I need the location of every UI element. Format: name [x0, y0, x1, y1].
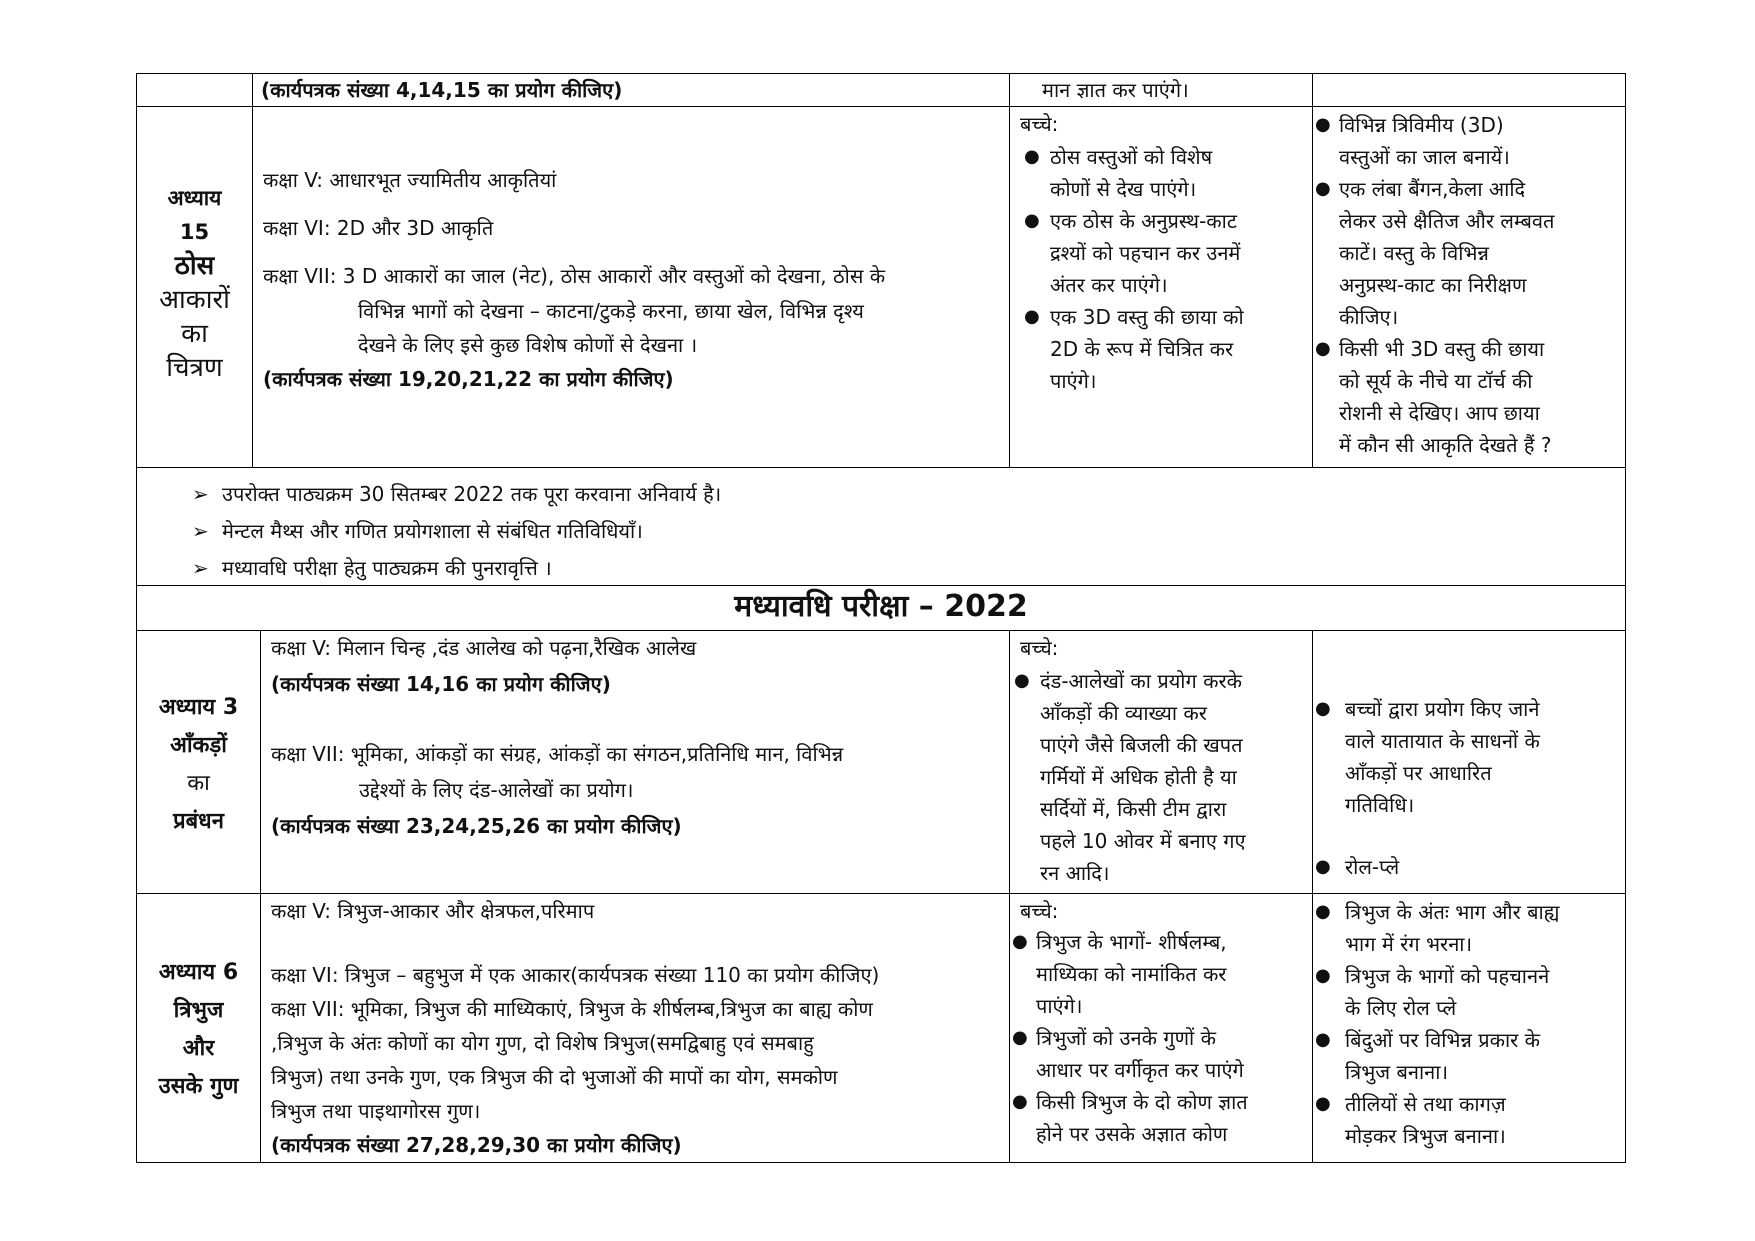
content-line: ,त्रिभुज के अंतः कोणों का योग गुण, दो विशेष त्रिभुज(समद्विबाहु एवं समबाहु: [271, 1031, 814, 1055]
arrow-icon: ➢: [192, 556, 209, 580]
chapter-cell: [137, 631, 261, 893]
content-line: कक्षा VII: 3 D आकारों का जाल (नेट), ठोस आकारों और वस्तुओं को देखना, ठोस के: [263, 264, 886, 288]
content-cell: [253, 107, 1010, 467]
worksheet-note: (कार्यपत्रक संख्या 19,20,21,22 का प्रयोग कीजिए): [263, 367, 674, 391]
list-item: ● बच्चों द्वारा प्रयोग किए जाने वाले यातायात के साधनों के आँकड़ों पर आधारित गतिविधि।: [1315, 697, 1540, 817]
list-item: ● किसी भी 3D वस्तु की छाया को सूर्य के नीचे या टॉर्च की रोशनी से देखिए। आप छाया में कौन सी आकृति देखते हैं ?: [1315, 337, 1552, 457]
content-line: कक्षा V: मिलान चिन्ह ,दंड आलेख को पढ़ना,रैखिक आलेख: [271, 636, 697, 660]
list-item: ● एक ठोस के अनुप्रस्थ-काट द्रश्यों को पहचान कर उनमें अंतर कर पाएंगे।: [1024, 209, 1241, 297]
chapter-line: त्रिभुज: [173, 998, 224, 1023]
content-cell: [261, 631, 1010, 893]
list-item: ● त्रिभुज के अंतः भाग और बाह्य भाग में रंग भरना।: [1315, 900, 1560, 956]
content-line: विभिन्न भागों को देखना – काटना/टुकड़े करना, छाया खेल, विभिन्न दृश्य: [358, 299, 864, 323]
content-line: उद्देश्यों के लिए दंड-आलेखों का प्रयोग।: [359, 778, 634, 802]
table-row-chapter-15: [136, 106, 1626, 468]
exam-banner-title: मध्यावधि परीक्षा – 2022: [734, 589, 1028, 624]
outcomes-heading: बच्चे:: [1020, 899, 1059, 923]
activities-cell: [1313, 894, 1625, 1162]
list-item: ● त्रिभुजों को उनके गुणों के आधार पर वर्गीकृत कर पाएंगे: [1012, 1026, 1244, 1082]
list-item: ● बिंदुओं पर विभिन्न प्रकार के त्रिभुज बनाना।: [1315, 1028, 1541, 1084]
chapter-line: का: [187, 771, 210, 796]
content-line: कक्षा V: आधारभूत ज्यामितीय आकृतियां: [263, 168, 557, 192]
arrow-icon: ➢: [192, 519, 209, 543]
chapter-cell: [137, 74, 253, 106]
chapter-line: प्रबंधन: [173, 809, 224, 834]
note-item: ➢ मेन्टल मैथ्स और गणित प्रयोगशाला से संबंधित गतिविधियाँ।: [192, 513, 721, 550]
outcomes-cell: [1010, 894, 1313, 1162]
content-line: देखने के लिए इसे कुछ विशेष कोणों से देखना ।: [358, 333, 698, 357]
arrow-icon: ➢: [192, 482, 209, 506]
worksheet-note: (कार्यपत्रक संख्या 27,28,29,30 का प्रयोग कीजिए): [271, 1133, 682, 1157]
content-cell: [253, 74, 1010, 106]
table-row-continuation: [136, 73, 1626, 107]
content-line: त्रिभुज तथा पाइथागोरस गुण।: [271, 1099, 481, 1123]
list-item: ● एक लंबा बैंगन,केला आदि लेकर उसे क्षैतिज और लम्बवत काटें। वस्तु के विभिन्न अनुप्रस्थ-काट का निरीक्षण कीजिए।: [1315, 177, 1555, 329]
table-row-chapter-3: [136, 630, 1626, 894]
chapter-line: अध्याय 3: [158, 695, 239, 720]
list-item: ● रोल-प्ले: [1315, 855, 1400, 879]
activities-cell: [1313, 107, 1625, 467]
list-item: ● त्रिभुज के भागों को पहचानने के लिए रोल प्ले: [1315, 964, 1550, 1020]
outcomes-cell: [1010, 107, 1313, 467]
chapter-line: ठोस: [174, 251, 215, 281]
chapter-line: अध्याय 6: [158, 960, 239, 985]
outcomes-heading: बच्चे:: [1020, 112, 1059, 136]
chapter-line: आँकड़ों: [170, 733, 227, 758]
list-item: ● त्रिभुज के भागों- शीर्षलम्ब, माध्यिका को नामांकित कर पाएंगे।: [1012, 930, 1227, 1018]
chapter-line: और: [182, 1036, 215, 1061]
notes-row: [136, 467, 1626, 586]
chapter-cell: [137, 107, 253, 467]
exam-banner-row: [136, 585, 1626, 631]
outcomes-heading: बच्चे:: [1020, 636, 1059, 660]
worksheet-note: (कार्यपत्रक संख्या 23,24,25,26 का प्रयोग कीजिए): [271, 814, 682, 838]
list-item: ● विभिन्न त्रिविमीय (3D) वस्तुओं का जाल बनायें।: [1315, 113, 1510, 169]
outcomes-cell: [1010, 74, 1313, 106]
chapter-line: अध्याय: [167, 186, 222, 210]
worksheet-note: (कार्यपत्रक संख्या 14,16 का प्रयोग कीजिए): [271, 672, 611, 696]
list-item: ● तीलियों से तथा कागज़ मोड़कर त्रिभुज बनाना।: [1315, 1092, 1506, 1148]
content-line: कक्षा V: त्रिभुज-आकार और क्षेत्रफल,परिमाप: [271, 899, 595, 923]
activities-cell: [1313, 74, 1625, 106]
notes-list: [192, 476, 721, 587]
list-item: ● एक 3D वस्तु की छाया को 2D के रूप में चित्रित कर पाएंगे।: [1024, 305, 1244, 393]
content-cell: [261, 894, 1010, 1162]
content-line: कक्षा VII: भूमिका, आंकड़ों का संग्रह, आंकड़ों का संगठन,प्रतिनिधि मान, विभिन्न: [271, 742, 844, 766]
chapter-line: उसके गुण: [158, 1074, 239, 1099]
content-line: कक्षा VI: त्रिभुज – बहुभुज में एक आकार(कार्यपत्रक संख्या 110 का प्रयोग कीजिए): [271, 963, 880, 987]
activities-cell: [1313, 631, 1625, 893]
note-item: ➢ मध्यावधि परीक्षा हेतु पाठ्यक्रम की पुनरावृत्ति ।: [192, 550, 721, 587]
note-item: ➢ उपरोक्त पाठ्यक्रम 30 सितम्बर 2022 तक पूरा करवाना अनिवार्य है।: [192, 476, 721, 513]
table-row-chapter-6: [136, 893, 1626, 1163]
worksheet-note: (कार्यपत्रक संख्या 4,14,15 का प्रयोग कीजिए): [261, 78, 623, 102]
chapter-line: चित्रण: [166, 353, 223, 383]
chapter-line: का: [181, 319, 208, 349]
outcomes-cell: [1010, 631, 1313, 893]
content-line: त्रिभुज) तथा उनके गुण, एक त्रिभुज की दो भुजाओं की मापों का योग, समकोण: [271, 1065, 838, 1089]
list-item: ● ठोस वस्तुओं को विशेष कोणों से देख पाएंगे।: [1024, 145, 1213, 201]
chapter-line: 15: [179, 220, 210, 244]
list-item: ● किसी त्रिभुज के दो कोण ज्ञात होने पर उसके अज्ञात कोण: [1012, 1090, 1248, 1146]
chapter-cell: [137, 894, 261, 1162]
content-line: कक्षा VII: भूमिका, त्रिभुज की माध्यिकाएं, त्रिभुज के शीर्षलम्ब,त्रिभुज का बाह्य कोण: [271, 997, 873, 1021]
chapter-line: आकारों: [159, 285, 230, 315]
outcome-text: मान ज्ञात कर पाएंगे।: [1042, 78, 1189, 102]
list-item: ● दंड-आलेखों का प्रयोग करके आँकड़ों की व्याख्या कर पाएंगे जैसे बिजली की खपत गर्मियों में अधिक होती है या सर्दियों में, किसी टीम द्वारा पहले 10 ओवर में बनाए गए रन आदि।: [1014, 669, 1246, 885]
content-line: कक्षा VI: 2D और 3D आकृति: [263, 216, 494, 240]
